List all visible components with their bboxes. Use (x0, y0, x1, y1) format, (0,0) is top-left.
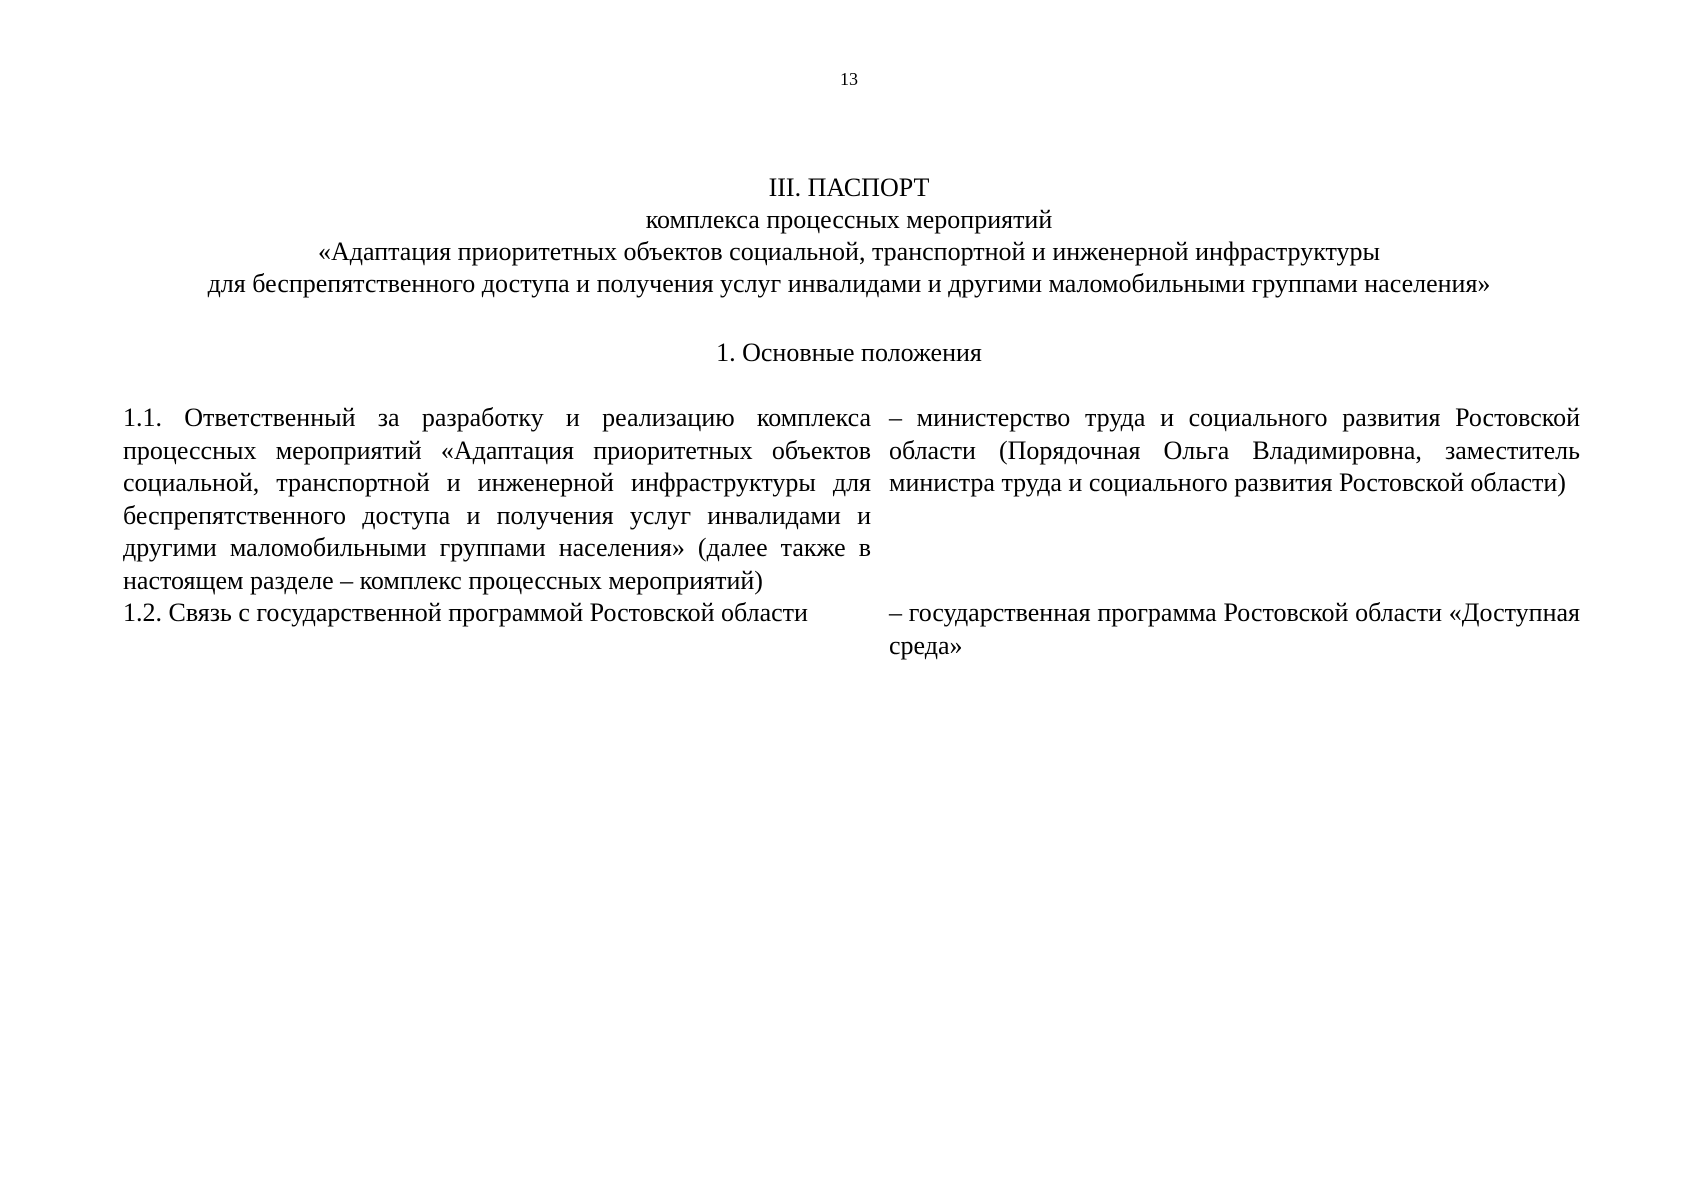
passport-row-2 (123, 597, 1580, 662)
row-1-label: 1.1. Ответственный за разработку и реализацию комплекса процессных мероприятий «Адаптация приоритетных объектов социальной, транспортной и инженерной инфраструктуры для беспрепятственного доступа и получения услуг инвалидами и другими маломобильными группами населения» (далее также в настоящем разделе – комплекс процессных мероприятий) (123, 403, 871, 595)
document-heading (60, 172, 1638, 300)
passport-table (123, 402, 1580, 662)
row-1-value: – министерство труда и социального развития Ростовской области (Порядочная Ольга Владимировна, заместитель министра труда и социального развития Ростовской области) (889, 403, 1580, 497)
passport-row-1 (123, 402, 1580, 597)
heading-line-4: для беспрепятственного доступа и получения услуг инвалидами и другими маломобильными группами населения» (207, 269, 1491, 298)
section-title: 1. Основные положения (716, 338, 982, 367)
row-2-label: 1.2. Связь с государственной программой Ростовской области (123, 598, 808, 627)
heading-line-2: комплекса процессных мероприятий (645, 205, 1053, 234)
heading-line-3: «Адаптация приоритетных объектов социальной, транспортной и инженерной инфраструктуры (318, 237, 1380, 266)
heading-line-1: III. ПАСПОРТ (768, 173, 930, 202)
row-2-value: – государственная программа Ростовской области «Доступная среда» (889, 598, 1580, 660)
page-number: 13 (840, 69, 858, 89)
